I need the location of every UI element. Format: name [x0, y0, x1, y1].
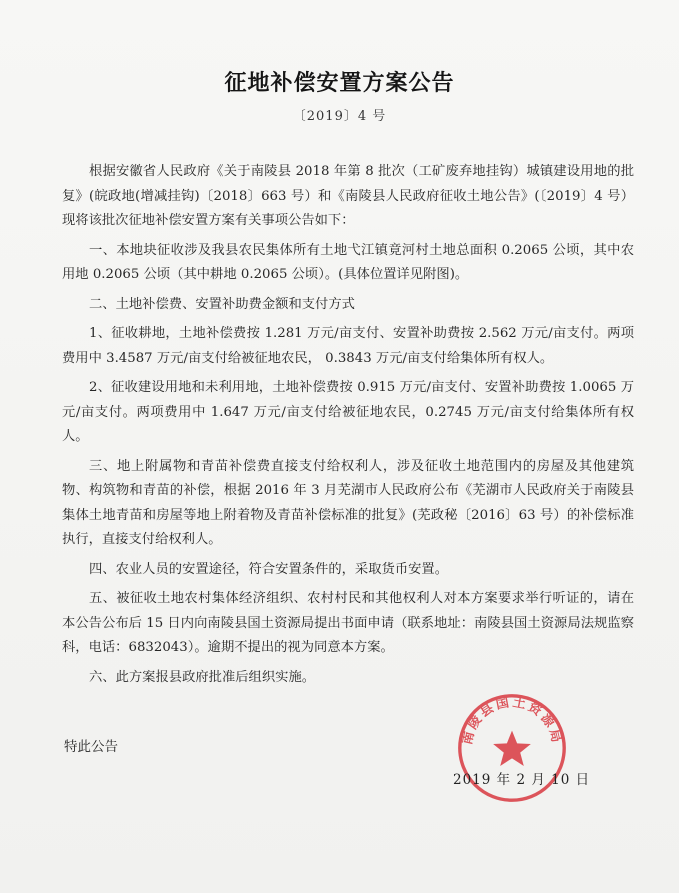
paragraph: 五、被征收土地农村集体经济组织、农村村民和其他权利人对本方案要求举行听证的，请在本公告公布后 15 日内向南陵县国土资源局提出书面申请（联系地址：南陵县国土资源局法规监察科，电话：6832043）。逾期不提出的视为同意本方案。	[62, 591, 634, 655]
closing-text: 特此公告	[64, 739, 118, 755]
svg-text:南陵县国土资源局: 南陵县国土资源局	[460, 695, 564, 747]
paragraph: 六、此方案报县政府批准后组织实施。	[89, 669, 316, 685]
paragraph: 根据安徽省人民政府《关于南陵县 2018 年第 8 批次（工矿废弃地挂钩）城镇建设用地的批复》(皖政地(增减挂钩)〔2018〕663 号）和《南陵县人民政府征收土地公告》(〔2019〕4 号）现将该批次征地补偿安置方案有关事项公告如下：	[62, 164, 634, 228]
document-number: 〔2019〕4 号	[292, 109, 387, 124]
paragraph: 一、本地块征收涉及我县农民集体所有土地弋江镇竟河村土地总面积 0.2065 公顷，其中农用地 0.2065 公顷（其中耕地 0.2065 公顷）。(具体位置详见附图)。	[62, 242, 634, 282]
document-date: 2019 年 2 月 10 日	[453, 772, 591, 788]
document-body	[62, 160, 634, 695]
paragraph: 三、地上附属物和青苗补偿费直接支付给权利人，涉及征收土地范围内的房屋及其他建筑物、构筑物和青苗的补偿，根据 2016 年 3 月芜湖市人民政府公布《芜湖市人民政府关于南陵县集体土地青苗和房屋等地上附着物及青苗补偿标准的批复》(芜政秘〔2016〕63 号）的补偿标准执行，直接支付给权利人。	[62, 458, 634, 547]
paragraph: 1、征收耕地，土地补偿费按 1.281 万元/亩支付、安置补助费按 2.562 万元/亩支付。两项费用中 3.4587 万元/亩支付给被征地农民， 0.3843 万元/亩支付给集体所有权人。	[62, 326, 634, 366]
document-title: 征地补偿安置方案公告	[224, 70, 455, 96]
paragraph: 二、土地补偿费、安置补助费金额和支付方式	[89, 296, 355, 312]
official-seal	[454, 690, 570, 806]
paragraph: 2、征收建设用地和未利用地，土地补偿费按 0.915 万元/亩支付、安置补助费按 1.0065 万元/亩支付。两项费用中 1.647 万元/亩支付给被征地农民，0.2745 万元/亩支付给集体所有权人。	[62, 380, 634, 444]
seal-star-icon	[493, 731, 531, 766]
paragraph: 四、农业人员的安置途径，符合安置条件的，采取货币安置。	[89, 561, 449, 577]
